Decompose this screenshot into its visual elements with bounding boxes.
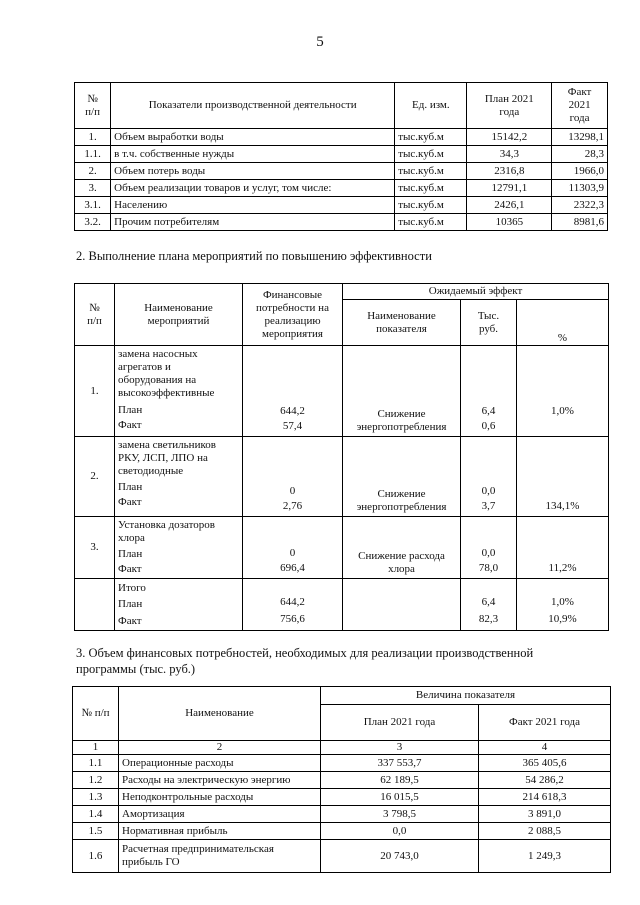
row-num: 1.3 (73, 789, 119, 806)
table-row (73, 806, 611, 823)
header-plan: План 2021 года (321, 705, 479, 741)
row-plan: 3 798,5 (321, 806, 479, 823)
table-row (75, 180, 608, 197)
row-num: 1.1 (73, 755, 119, 772)
row-name: Прочим потребителям (111, 214, 395, 231)
row-name: Амортизация (119, 806, 321, 823)
row-pct-plan (520, 484, 605, 499)
table-row (75, 517, 609, 579)
production-indicators-table (74, 82, 608, 231)
row-name: Нормативная прибыль (119, 823, 321, 840)
row-unit: тыс.куб.м (395, 214, 467, 231)
row-finance-cell (243, 437, 343, 517)
col-number: 4 (479, 741, 611, 755)
row-name-cell (115, 346, 243, 437)
row-num: 3. (75, 180, 111, 197)
row-plan: 0,0 (321, 823, 479, 840)
row-pct-cell (517, 579, 609, 631)
row-pct-fact: 10,9% (548, 613, 577, 625)
col-number: 2 (119, 741, 321, 755)
row-name: Объем выработки воды (111, 129, 395, 146)
efficiency-measures-table (74, 283, 609, 631)
row-plan: 15142,2 (467, 129, 552, 146)
table-row (75, 214, 608, 231)
row-plan: 2316,8 (467, 163, 552, 180)
row-plan: 2426,1 (467, 197, 552, 214)
row-pct-plan: 1,0% (551, 596, 574, 608)
row-name: Неподконтрольные расходы (119, 789, 321, 806)
header-pct: % (517, 300, 609, 346)
row-name: Населению (111, 197, 395, 214)
row-fin-plan: 644,2 (280, 405, 305, 417)
row-rub-cell (461, 517, 517, 579)
row-name: Операционные расходы (119, 755, 321, 772)
row-fact-label: Факт (118, 419, 142, 431)
row-rub-fact: 82,3 (478, 613, 499, 625)
row-fact-label: Факт (118, 615, 142, 627)
row-title: Установка дозаторов хлора (118, 519, 215, 544)
header-num: № п/п (73, 687, 119, 741)
row-rub-fact: 78,0 (478, 562, 499, 574)
row-name: Объем реализации товаров и услуг, том числе: (111, 180, 395, 197)
row-plan-label: План (118, 548, 143, 560)
row-rub-fact: 0,6 (481, 420, 496, 432)
row-num: 1. (75, 346, 115, 437)
row-indicator: Снижение энергопотребления (343, 437, 461, 517)
row-fact: 2 088,5 (479, 823, 611, 840)
row-fact: 8981,6 (552, 214, 608, 231)
financial-needs-table (72, 686, 611, 873)
row-num: 3. (75, 517, 115, 579)
table-row (75, 146, 608, 163)
row-pct-cell (517, 346, 609, 437)
row-rub-fact: 3,7 (481, 500, 496, 512)
row-finance-cell (243, 346, 343, 437)
row-fin-fact: 57,4 (282, 420, 303, 432)
row-name: Расчетная предпринимательская прибыль ГО (119, 840, 321, 873)
row-num: 3.1. (75, 197, 111, 214)
row-num (75, 579, 115, 631)
row-fin-plan: 0 (289, 547, 296, 559)
row-name: Объем потерь воды (111, 163, 395, 180)
row-unit: тыс.куб.м (395, 146, 467, 163)
row-finance-cell (243, 517, 343, 579)
row-fin-fact: 756,6 (280, 613, 305, 625)
row-indicator: Снижение расхода хлора (343, 517, 461, 579)
header-unit: Ед. изм. (395, 83, 467, 129)
col-number: 3 (321, 741, 479, 755)
row-num: 2. (75, 437, 115, 517)
header-fact: Факт 2021 года (479, 705, 611, 741)
table-row-total (75, 579, 609, 631)
row-rub-cell (461, 346, 517, 437)
header-plan: План 2021 года (467, 83, 552, 129)
row-fact: 365 405,6 (479, 755, 611, 772)
row-pct-fact (520, 419, 605, 434)
section-3-title: 3. Объем финансовых потребностей, необходимых для реализации производственной программы (тыс. руб.) (76, 646, 534, 676)
row-num: 1.4 (73, 806, 119, 823)
row-title: замена светильников РКУ, ЛСП, ЛПО на светодиодные (118, 439, 216, 477)
row-fact: 11303,9 (552, 180, 608, 197)
row-fin-fact: 696,4 (280, 562, 305, 574)
row-indicator: Снижение энергопотребления (343, 346, 461, 437)
row-name: Расходы на электрическую энергию (119, 772, 321, 789)
row-plan: 12791,1 (467, 180, 552, 197)
table-row (73, 772, 611, 789)
table-row (73, 755, 611, 772)
page-number: 5 (316, 34, 324, 50)
row-num: 1.5 (73, 823, 119, 840)
row-name-cell (115, 579, 243, 631)
header-finance: Финансовые потребности на реализацию мероприятия (243, 284, 343, 346)
row-pct-fact: 134,1% (545, 500, 580, 512)
table-row (75, 346, 609, 437)
header-effect: Ожидаемый эффект (343, 284, 609, 300)
row-plan: 16 015,5 (321, 789, 479, 806)
row-fact: 54 286,2 (479, 772, 611, 789)
row-fin-plan: 0 (289, 485, 296, 497)
row-rub-cell (461, 437, 517, 517)
row-pct-cell (517, 437, 609, 517)
row-plan: 34,3 (467, 146, 552, 163)
row-title: замена насосных агрегатов и оборудования на высокоэффективные (118, 348, 215, 399)
row-unit: тыс.куб.м (395, 163, 467, 180)
row-fact: 3 891,0 (479, 806, 611, 823)
row-plan-label: План (118, 481, 143, 493)
table-row (73, 840, 611, 873)
row-unit: тыс.куб.м (395, 129, 467, 146)
row-pct-plan: 1,0% (551, 405, 574, 417)
row-name: в т.ч. собственные нужды (111, 146, 395, 163)
table-row (75, 197, 608, 214)
row-plan-label: План (118, 598, 143, 610)
row-unit: тыс.куб.м (395, 180, 467, 197)
header-indicator: Показатели производственной деятельности (111, 83, 395, 129)
row-fact: 214 618,3 (479, 789, 611, 806)
header-num: № п/п (75, 83, 111, 129)
row-plan: 20 743,0 (321, 840, 479, 873)
header-fact: Факт 2021 года (552, 83, 608, 129)
header-num: № п/п (75, 284, 115, 346)
row-finance-cell (243, 579, 343, 631)
row-fact: 1966,0 (552, 163, 608, 180)
row-plan: 10365 (467, 214, 552, 231)
row-pct-cell (517, 517, 609, 579)
row-indicator (343, 579, 461, 631)
row-title: Итого (118, 582, 146, 594)
section-2-title: 2. Выполнение плана мероприятий по повышению эффективности (76, 249, 432, 263)
row-plan: 337 553,7 (321, 755, 479, 772)
row-unit: тыс.куб.м (395, 197, 467, 214)
header-name: Наименование мероприятий (115, 284, 243, 346)
row-name-cell (115, 517, 243, 579)
row-fact: 28,3 (552, 146, 608, 163)
row-num: 1.2 (73, 772, 119, 789)
row-fact-label: Факт (118, 496, 142, 508)
row-fact-label: Факт (118, 563, 142, 575)
row-plan-label: План (118, 404, 143, 416)
header-rub: Тыс. руб. (461, 300, 517, 346)
row-rub-cell (461, 579, 517, 631)
row-rub-plan: 6,4 (481, 596, 496, 608)
row-num: 1.6 (73, 840, 119, 873)
header-value: Величина показателя (321, 687, 611, 705)
row-fin-fact: 2,76 (282, 500, 303, 512)
row-fact: 1 249,3 (479, 840, 611, 873)
table-row (75, 163, 608, 180)
row-plan: 62 189,5 (321, 772, 479, 789)
table-row (73, 823, 611, 840)
table-row (73, 789, 611, 806)
row-fact: 13298,1 (552, 129, 608, 146)
column-numbers-row (73, 741, 611, 755)
table-row (75, 437, 609, 517)
row-rub-plan: 6,4 (481, 405, 496, 417)
table-row (75, 129, 608, 146)
row-pct-fact: 11,2% (548, 562, 577, 574)
row-num: 3.2. (75, 214, 111, 231)
header-effect-name: Наименование показателя (343, 300, 461, 346)
header-name: Наименование (119, 687, 321, 741)
row-num: 1. (75, 129, 111, 146)
row-fin-plan: 644,2 (280, 596, 305, 608)
row-rub-plan: 0,0 (481, 485, 496, 497)
row-name-cell (115, 437, 243, 517)
col-number: 1 (73, 741, 119, 755)
row-fact: 2322,3 (552, 197, 608, 214)
row-num: 1.1. (75, 146, 111, 163)
row-pct-plan (520, 546, 605, 561)
row-rub-plan: 0,0 (481, 547, 496, 559)
row-num: 2. (75, 163, 111, 180)
